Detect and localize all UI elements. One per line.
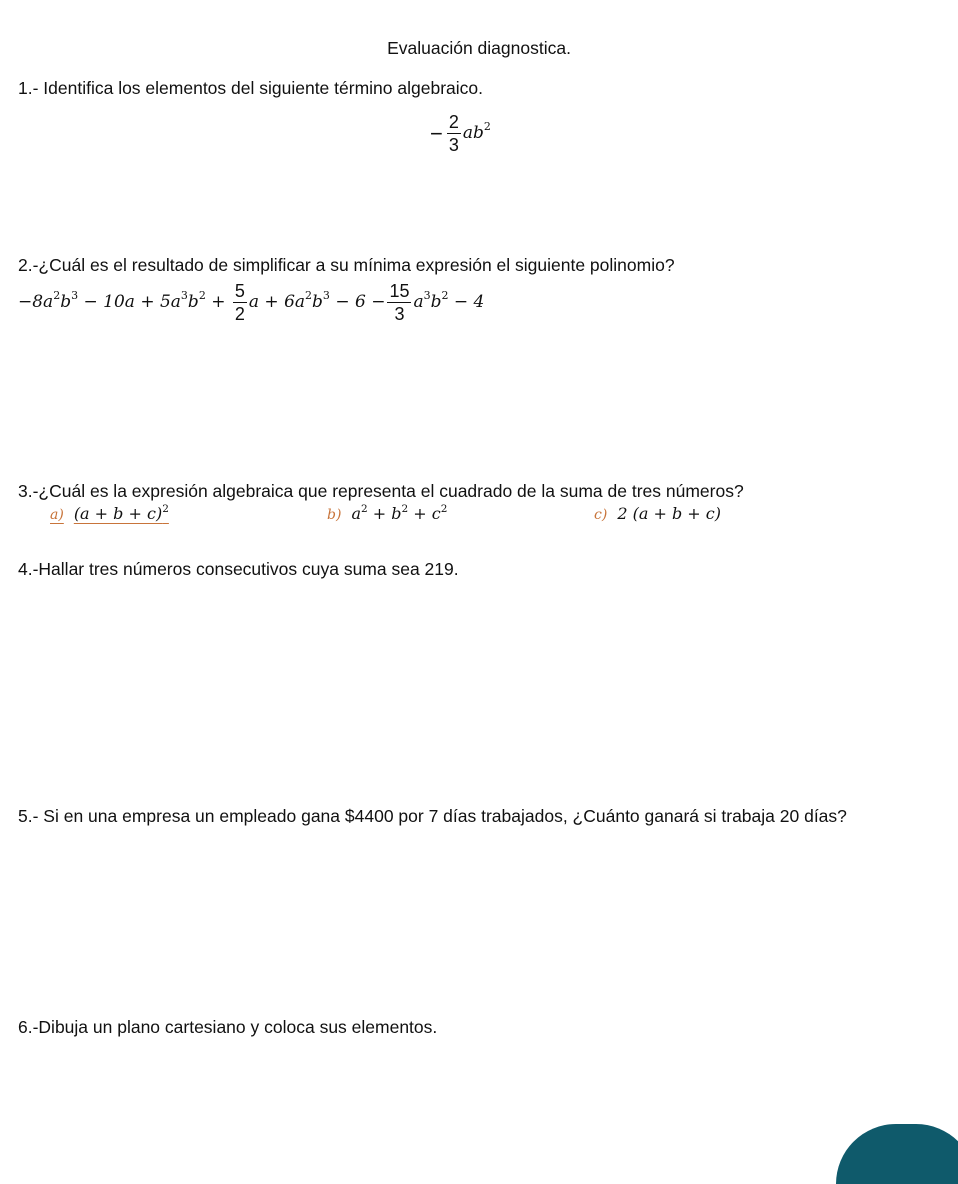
option-a-expression [74, 504, 169, 523]
poly-fraction [387, 280, 411, 325]
option-b-exponent: 2 [360, 503, 368, 515]
poly-numerator: 15 [389, 281, 410, 301]
question-5-text: 5.- Si en una empresa un empleado gana $4400 por 7 días trabajados, ¿Cuánto ganará si trabaja 20 días? [18, 806, 847, 826]
poly-exponent: 3 [180, 289, 188, 302]
question-2-polynomial [18, 280, 484, 325]
poly-term: − 6 − [329, 292, 386, 312]
option-a-letter: a) [50, 507, 64, 523]
corner-decoration [836, 1124, 958, 1184]
poly-exponent: 3 [322, 289, 330, 302]
poly-exponent: 2 [305, 289, 313, 302]
poly-term: − 4 [448, 292, 485, 312]
poly-term: − 10a + 5a [78, 292, 181, 312]
poly-term: b [60, 292, 72, 312]
poly-term: + [205, 292, 231, 312]
poly-exponent: 3 [71, 289, 79, 302]
q1-variables: ab [462, 123, 484, 143]
question-3-text: 3.-¿Cuál es la expresión algebraica que representa el cuadrado de la suma de tres números? [18, 481, 744, 501]
poly-denominator: 2 [234, 304, 245, 324]
option-b-letter: b) [327, 507, 342, 523]
option-c-letter: c) [594, 507, 608, 523]
option-a-underlined [50, 504, 169, 523]
option-b-expression [351, 504, 447, 523]
poly-term: b [430, 292, 442, 312]
poly-exponent: 3 [423, 289, 431, 302]
poly-term: −8a [18, 292, 54, 312]
question-6-text: 6.-Dibuja un plano cartesiano y coloca sus elementos. [18, 1017, 438, 1037]
poly-term: b [187, 292, 199, 312]
option-a-term: (a + b + c) [73, 504, 163, 523]
poly-fraction [233, 280, 247, 325]
poly-term: a + 6a [248, 292, 306, 312]
poly-numerator: 5 [234, 281, 245, 301]
q1-numerator: 2 [448, 112, 459, 132]
poly-term: b [312, 292, 323, 312]
q1-fraction [447, 111, 461, 156]
question-4-text: 4.-Hallar tres números consecutivos cuya suma sea 219. [18, 559, 459, 579]
q1-exponent: 2 [483, 120, 491, 133]
option-a[interactable] [50, 503, 169, 527]
question-1-expression [430, 111, 491, 156]
poly-term: a [413, 292, 424, 312]
option-b-exponent: 2 [440, 503, 448, 515]
q1-denominator: 3 [448, 135, 459, 155]
q1-sign: − [430, 120, 443, 146]
option-b[interactable] [327, 503, 447, 527]
option-b-term: a [351, 504, 361, 523]
option-b-term: + c [408, 504, 441, 523]
option-c[interactable] [594, 503, 721, 526]
question-2-text: 2.-¿Cuál es el resultado de simplificar a su mínima expresión el siguiente polinomio? [18, 255, 675, 275]
option-b-exponent: 2 [401, 503, 409, 515]
option-a-exponent: 2 [162, 503, 169, 515]
poly-exponent: 2 [441, 289, 449, 302]
option-b-term: + b [367, 504, 402, 523]
option-c-expression: 2 (a + b + c) [617, 504, 721, 523]
poly-denominator: 3 [394, 304, 405, 324]
poly-exponent: 2 [198, 289, 206, 302]
poly-exponent: 2 [53, 289, 61, 302]
page-title: Evaluación diagnostica. [387, 38, 571, 58]
question-1-text: 1.- Identifica los elementos del siguiente término algebraico. [18, 78, 483, 98]
